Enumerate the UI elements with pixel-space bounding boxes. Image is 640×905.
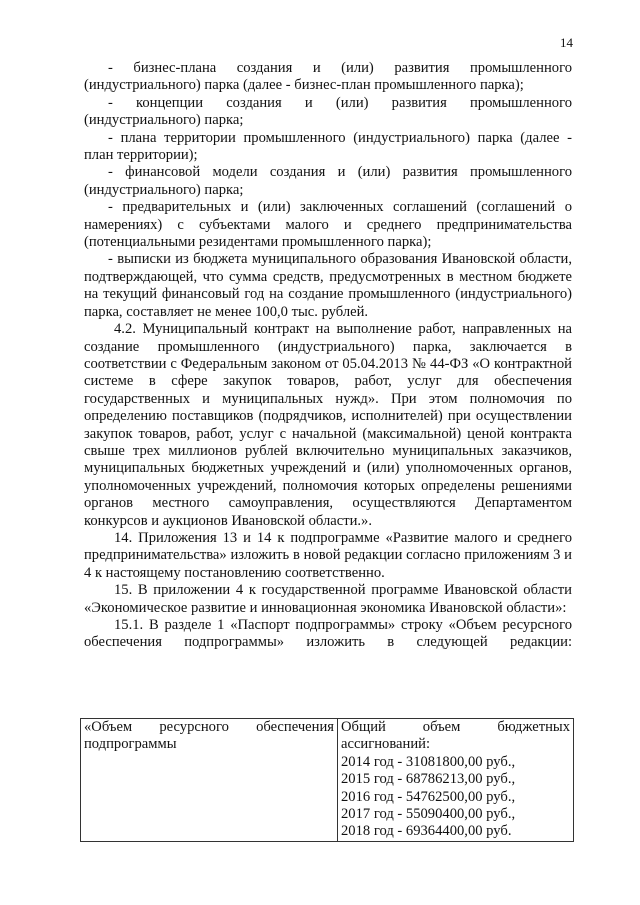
paragraph: 15. В приложении 4 к государственной программе Ивановской области «Экономическое развитие и инновационная экономика Ивановской области»:	[84, 582, 572, 616]
year-amount: 2018 год - 69364400,00 руб.	[341, 823, 512, 840]
cell-text: «Объем ресурсного обеспечения	[84, 719, 334, 735]
body-text	[84, 60, 572, 652]
table-row	[81, 719, 574, 842]
cell-text: подпрограммы	[84, 736, 177, 753]
paragraph: - концепции создания и (или) развития промышленного (индустриального) парка;	[84, 94, 572, 129]
year-amount: 2014 год - 31081800,00 руб.,	[341, 753, 516, 770]
paragraph: - плана территории промышленного (индустриального) парка (далее - план территории);	[84, 129, 572, 164]
cell-text: Общий объем бюджетных	[341, 719, 570, 735]
paragraph: 4.2. Муниципальный контракт на выполнение работ, направленных на создание промышленного (индустриального) парка, заключается в соответствии с Федеральным законом от 05.04.2013 № 44-ФЗ «О контрактной системе в сфере закупок товаров, работ, услуг для обеспечения государственных и муниципальных нужд». При этом полномочия по определению поставщиков (подрядчиков, исполнителей) при осуществлении закупок товаров, работ, услуг с начальной (максимальной) ценой контракта свыше трех миллионов рублей включительно муниципальных заказчиков, муниципальных бюджетных учреждений и (или) уполномоченных органов, уполномоченных учреждений, полномочия которых определены решениями органов местного самоуправления, осуществляются Департаментом конкурсов и аукционов Ивановской области.».	[84, 321, 572, 529]
paragraph: - финансовой модели создания и (или) развития промышленного (индустриального) парка;	[84, 164, 572, 198]
paragraph: 15.1. В разделе 1 «Паспорт подпрограммы» строку «Объем ресурсного обеспечения подпрограммы» изложить в следующей редакции:	[84, 617, 572, 651]
paragraph: 14. Приложения 13 и 14 к подпрограмме «Развитие малого и среднего предпринимательства» изложить в новой редакции согласно приложениям 3 и 4 к настоящему постановлению соответственно.	[84, 529, 572, 581]
year-amount: 2015 год - 68786213,00 руб.,	[341, 771, 516, 788]
year-amount: 2016 год - 54762500,00 руб.,	[341, 788, 516, 805]
table-cell-label	[81, 719, 338, 842]
page-number: 14	[560, 35, 573, 50]
resource-table	[80, 718, 574, 842]
cell-text: ассигнований:	[341, 736, 430, 753]
paragraph: - бизнес-плана создания и (или) развития промышленного (индустриального) парка (далее - бизнес-план промышленного парка);	[84, 60, 572, 94]
paragraph: - выписки из бюджета муниципального образования Ивановской области, подтверждающей, что сумма средств, предусмотренных в местном бюджете на текущий финансовый год на создание промышленного (индустриального) парка, составляет не менее 100,0 тыс. рублей.	[84, 251, 572, 320]
table-cell-value	[338, 719, 574, 842]
year-amount: 2017 год - 55090400,00 руб.,	[341, 806, 516, 823]
paragraph: - предварительных и (или) заключенных соглашений (соглашений о намерениях) с субъектами малого и среднего предпринимательства (потенциальными резидентами промышленного парка);	[84, 199, 572, 251]
